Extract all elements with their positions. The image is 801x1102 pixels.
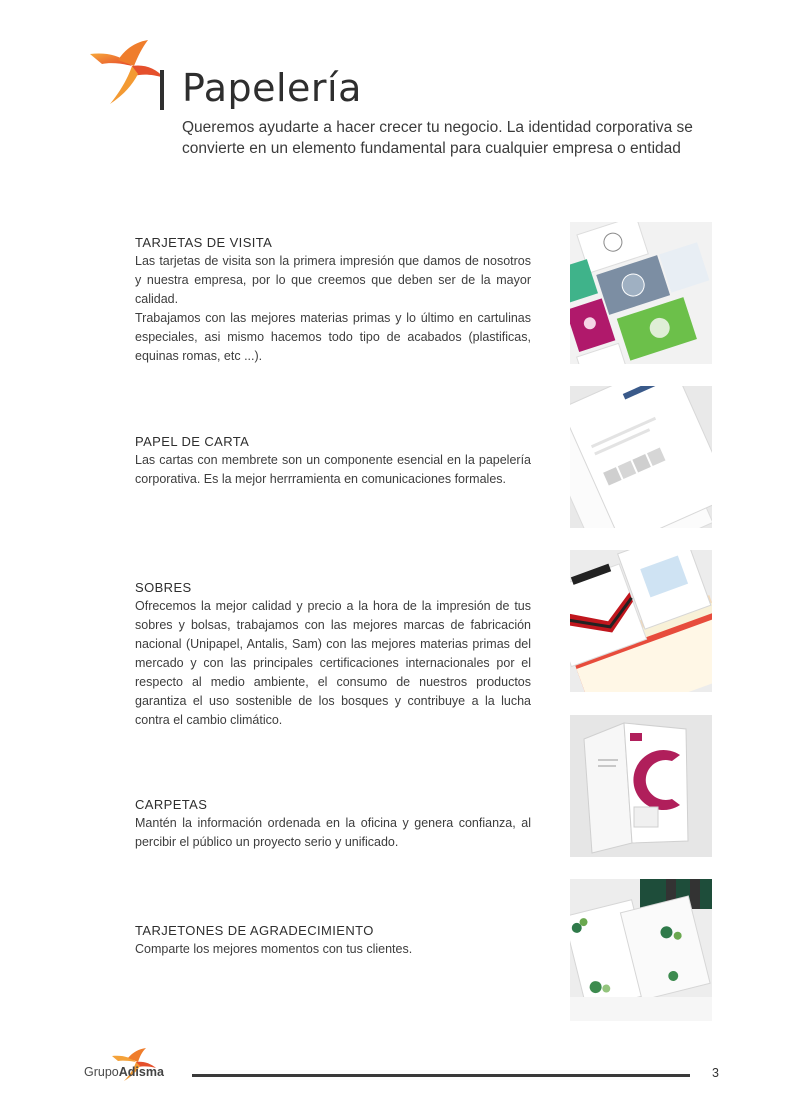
footer-divider bbox=[192, 1074, 690, 1077]
section-carpetas bbox=[135, 796, 531, 852]
footer-brand-bold: Adisma bbox=[118, 1065, 164, 1079]
section-heading: TARJETONES DE AGRADECIMIENTO bbox=[135, 923, 374, 938]
section-papel-de-carta bbox=[135, 433, 531, 489]
thank-you-cards-image bbox=[570, 879, 712, 1021]
business-cards-image bbox=[570, 222, 712, 364]
page-number: 3 bbox=[712, 1066, 719, 1080]
section-body: Las cartas con membrete son un componente esencial en la papelería corporativa. Es la mejor herrramienta en comunicaciones formales. bbox=[135, 453, 531, 486]
section-body: Ofrecemos la mejor calidad y precio a la hora de la impresión de tus sobres y bolsas, trabajamos con las mejores marcas de fabricación nacional (Unipapel, Antalis, Sam) con las mejores materias primas del mercado y con las principales certificaciones internacionales por el respecto al medio ambiente, el consumo de nuestros productos garantiza el uso sostenible de los bosques y contribuye a la lucha contra el cambio climático. bbox=[135, 599, 531, 727]
title-accent-bar bbox=[160, 70, 164, 110]
section-body: Las tarjetas de visita son la primera impresión que damos de nosotros y nuestra empresa, por lo que creemos que deben ser de la mayor calidad. bbox=[135, 254, 531, 306]
envelopes-image bbox=[570, 550, 712, 692]
letterhead-image bbox=[570, 386, 712, 528]
section-body: Mantén la información ordenada en la oficina y genera confianza, al percibir el público un proyecto serio y unificado. bbox=[135, 816, 531, 849]
page-subtitle: Queremos ayudarte a hacer crecer tu negocio. La identidad corporativa se convierte en un elemento fundamental para cualquier empresa o entidad bbox=[182, 119, 693, 157]
page-title: Papelería bbox=[182, 66, 362, 110]
section-tarjetones-de-agradecimiento bbox=[135, 922, 531, 959]
section-body-2: Trabajamos con las mejores materias primas y lo último en cartulinas especiales, asi mismo hacemos todo tipo de acabados (plastificas, equinas romas, etc ...). bbox=[135, 311, 531, 363]
footer-brand bbox=[84, 1065, 164, 1079]
footer-brand-light: Grupo bbox=[84, 1065, 119, 1079]
section-sobres bbox=[135, 579, 531, 730]
section-tarjetas-de-visita bbox=[135, 234, 531, 366]
section-heading: CARPETAS bbox=[135, 797, 208, 812]
section-heading: PAPEL DE CARTA bbox=[135, 434, 250, 449]
section-heading: TARJETAS DE VISITA bbox=[135, 235, 273, 250]
folder-image bbox=[570, 715, 712, 857]
section-body: Comparte los mejores momentos con tus clientes. bbox=[135, 942, 413, 956]
adisma-bird-logo-icon bbox=[88, 38, 164, 106]
section-heading: SOBRES bbox=[135, 580, 192, 595]
